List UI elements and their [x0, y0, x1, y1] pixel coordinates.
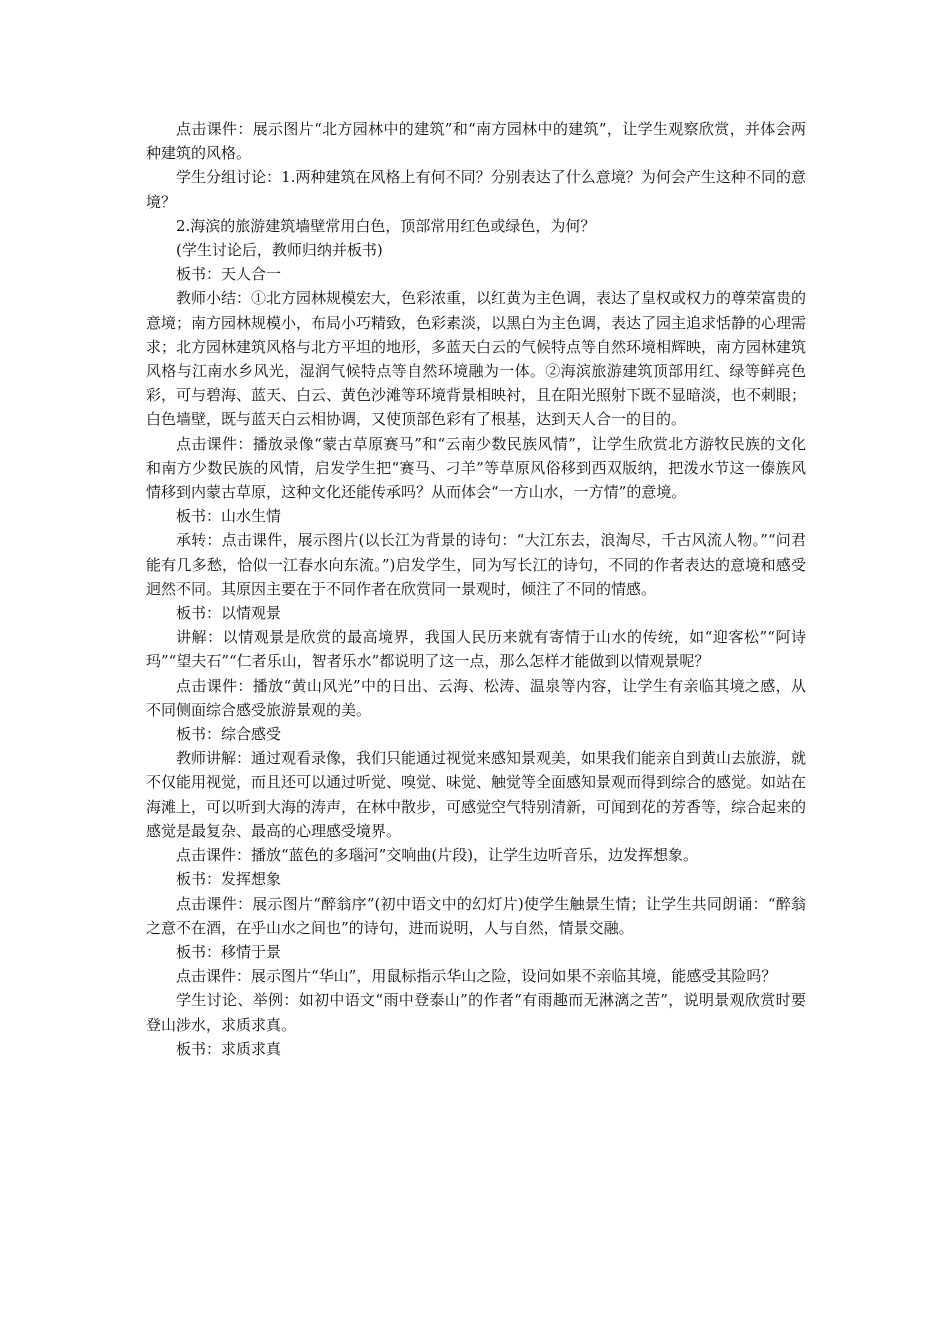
board-note: 板书：移情于景 [176, 942, 282, 961]
board-note: 板书：综合感受 [176, 725, 282, 744]
paragraph: 学生讨论、举例：如初中语文“雨中登泰山”的作者“有雨趣而无淋漓之苦”，说明景观欣赏时要登山涉水，求质求真。 [146, 991, 806, 1034]
paragraph: 点击课件：播放“黄山风光”中的日出、云海、松涛、温泉等内容，让学生有亲临其境之感，从不同侧面综合感受旅游景观的美。 [146, 676, 806, 719]
paragraph: 教师讲解：通过观看录像，我们只能通过视觉来感知景观美，如果我们能亲自到黄山去旅游，就不仅能用视觉，而且还可以通过听觉、嗅觉、味觉、触觉等全面感知景观而得到综合的感觉。如站在海滩上，可以听到大海的涛声，在林中散步，可感觉空气特别清新，可闻到花的芳香等，综合起来的感觉是最复杂、最高的心理感受境界。 [146, 749, 807, 840]
paragraph: 2.海滨的旅游建筑墙壁常用白色，顶部常用红色或绿色，为何？ [176, 216, 596, 235]
paragraph: 点击课件：展示图片“华山”，用鼠标指示华山之险，设问如果不亲临其境，能感受其险吗？ [176, 967, 777, 986]
paragraph: (学生讨论后，教师归纳并板书) [176, 241, 383, 260]
board-note: 板书：山水生情 [176, 507, 282, 526]
paragraph: 教师小结：①北方园林规模宏大，色彩浓重，以红黄为主色调，表达了皇权或权力的尊荣富贵的意境；南方园林规模小，布局小巧精致，色彩素淡，以黑白为主色调，表达了园主追求恬静的心理需求；北方园林建筑风格与北方平坦的地形，多蓝天白云的气候特点等自然环境相辉映，南方园林建筑风格与江南水乡风光，湿润气候特点等自然环境融为一体。②海滨旅游建筑顶部用红、绿等鲜亮色彩，可与碧海、蓝天、白云、黄色沙滩等环境背景相映衬，且在阳光照射下既不显暗淡，也不刺眼；白色墙壁，既与蓝天白云相协调，又使顶部色彩有了根基，达到天人合一的目的。 [146, 289, 807, 429]
board-note: 板书：求质求真 [176, 1039, 282, 1058]
paragraph: 点击课件：播放录像“蒙古草原赛马”和“云南少数民族风情”，让学生欣赏北方游牧民族的文化和南方少数民族的风情，启发学生把“赛马、刁羊”等草原风俗移到西双版纳，把泼水节这一傣族风情移到内蒙古草原，这种文化还能传承吗？从而体会“一方山水，一方情”的意境。 [146, 434, 806, 502]
paragraph: 学生分组讨论：1.两种建筑在风格上有何不同？分别表达了什么意境？为何会产生这种不同的意境？ [146, 168, 806, 211]
paragraph: 讲解：以情观景是欣赏的最高境界，我国人民历来就有寄情于山水的传统，如“迎客松”“阿诗玛”“望夫石”“仁者乐山，智者乐水”都说明了这一点，那么怎样才能做到以情观景呢？ [146, 628, 806, 671]
paragraph: 点击课件：播放“蓝色的多瑙河”交响曲(片段)，让学生边听音乐，边发挥想象。 [176, 846, 699, 865]
board-note: 板书：发挥想象 [176, 870, 282, 889]
paragraph: 点击课件：展示图片“北方园林中的建筑”和“南方园林中的建筑”，让学生观察欣赏，并体会两种建筑的风格。 [146, 120, 806, 163]
paragraph: 点击课件：展示图片“醉翁序”(初中语文中的幻灯片)使学生触景生情；让学生共同朗诵：“醉翁之意不在酒，在乎山水之间也”的诗句，进而说明，人与自然，情景交融。 [146, 894, 806, 937]
paragraph: 承转：点击课件，展示图片(以长江为背景的诗句：“大江东去，浪淘尽，千古风流人物。”“问君能有几多愁，恰似一江春水向东流。”)启发学生，同为写长江的诗句，不同的作者表达的意境和感受迥然不同。其原因主要在于不同作者在欣赏同一景观时，倾注了不同的情感。 [146, 531, 806, 598]
document-body [146, 117, 806, 1061]
board-note: 板书：以情观景 [176, 604, 282, 623]
board-note: 板书：天人合一 [176, 265, 282, 284]
